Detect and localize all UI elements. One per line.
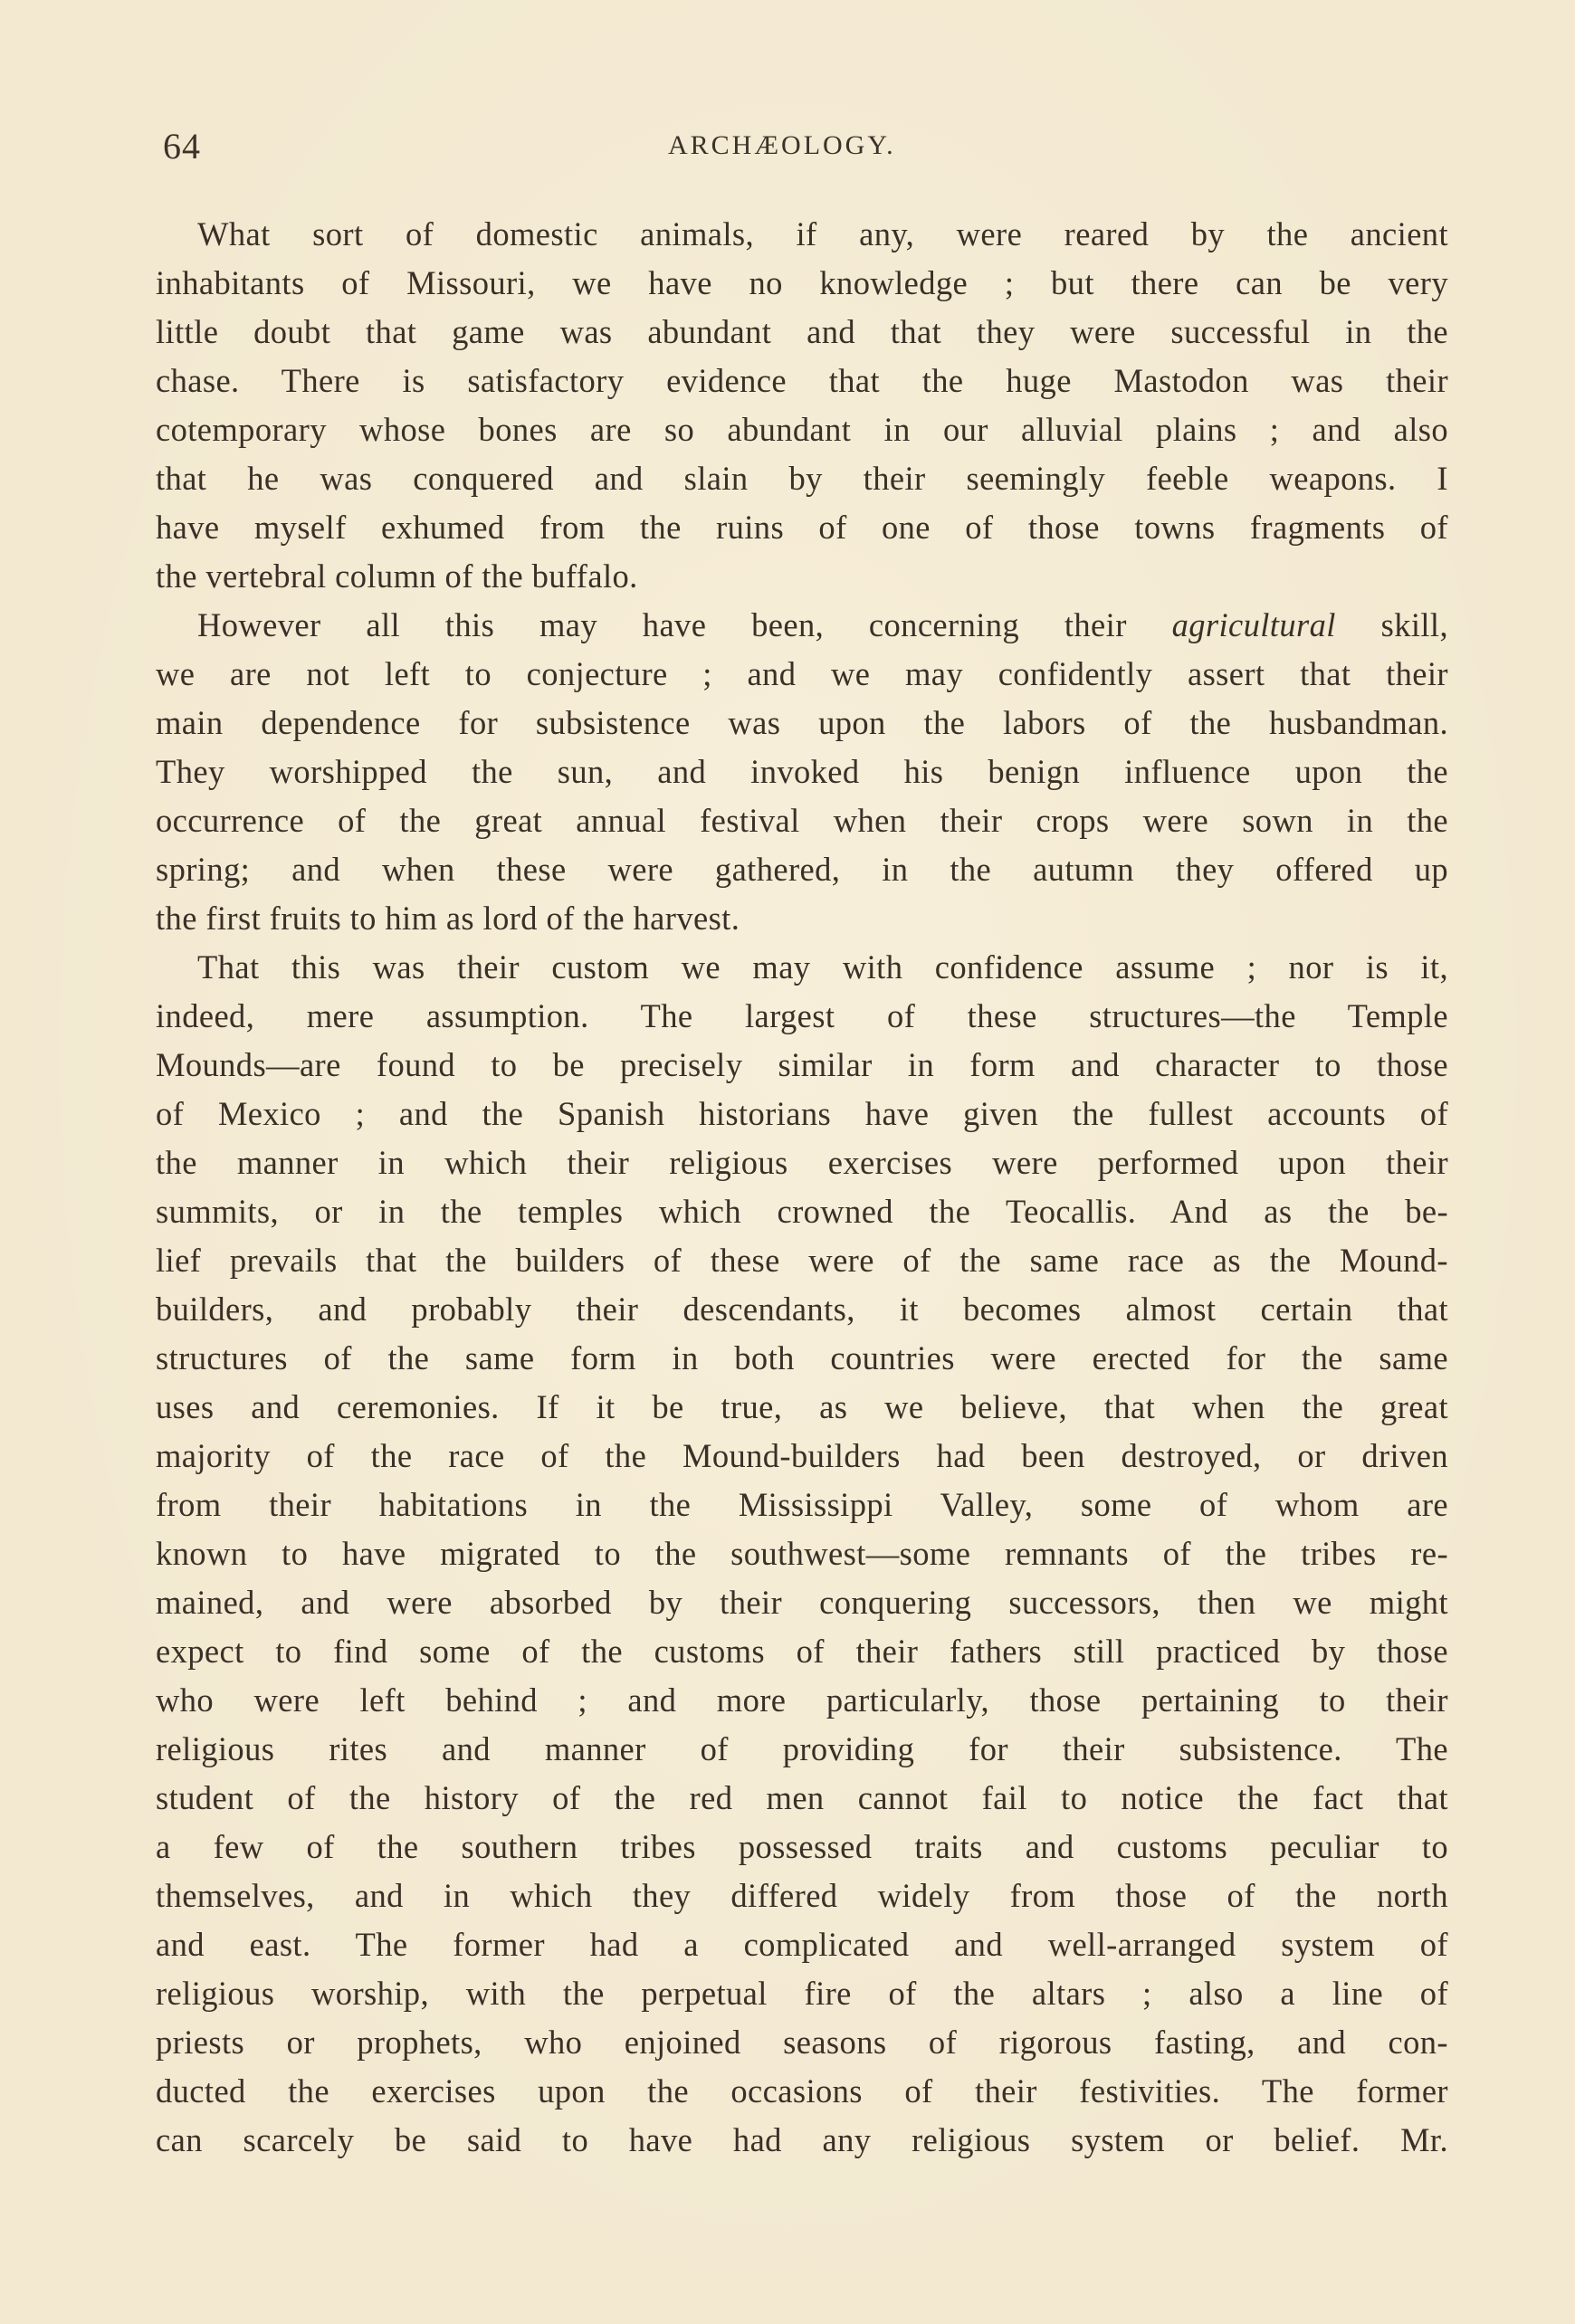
line-text: However all this may have been, concerning their	[197, 606, 1127, 643]
text-line: Mounds—are found to be precisely similar in form and character to those	[156, 1046, 1448, 1083]
text-line: known to have migrated to the southwest—some remnants of the tribes re-	[156, 1535, 1448, 1572]
page-header	[152, 125, 1456, 170]
italic-word: agricultural	[1171, 606, 1336, 643]
text-line: priests or prophets, who enjoined seasons of rigorous fasting, and con-	[156, 2024, 1448, 2061]
text-line: structures of the same form in both countries were erected for the same	[156, 1339, 1448, 1376]
text-line: can scarcely be said to have had any religious system or belief. Mr.	[156, 2121, 1448, 2158]
text-line: main dependence for subsistence was upon the labors of the husbandman.	[156, 704, 1448, 741]
body-text	[156, 210, 1448, 2219]
text-line: have myself exhumed from the ruins of one of those towns fragments of	[156, 509, 1448, 546]
text-line: student of the history of the red men cannot fail to notice the fact that	[156, 1779, 1448, 1816]
page-number: 64	[163, 126, 201, 167]
text-line: cotemporary whose bones are so abundant in our alluvial plains ; and also	[156, 411, 1448, 448]
text-line: That this was their custom we may with confidence assume ; nor is it,	[197, 948, 1448, 986]
text-line: little doubt that game was abundant and that they were successful in the	[156, 313, 1448, 350]
running-title: ARCHÆOLOGY.	[668, 130, 896, 160]
line-text: skill,	[1380, 606, 1448, 643]
text-line: a few of the southern tribes possessed traits and customs peculiar to	[156, 1828, 1448, 1865]
text-line: occurrence of the great annual festival when their crops were sown in the	[156, 802, 1448, 839]
text-line: who were left behind ; and more particularly, those pertaining to their	[156, 1681, 1448, 1719]
text-line: that he was conquered and slain by their seemingly feeble weapons. I	[156, 460, 1448, 497]
text-line: and east. The former had a complicated and well-arranged system of	[156, 1926, 1448, 1963]
text-line: mained, and were absorbed by their conquering successors, then we might	[156, 1584, 1448, 1621]
text-line: inhabitants of Missouri, we have no knowledge ; but there can be very	[156, 264, 1448, 301]
text-line: expect to find some of the customs of their fathers still practiced by those	[156, 1633, 1448, 1670]
text-line: religious rites and manner of providing for their subsistence. The	[156, 1730, 1448, 1767]
text-line: of Mexico ; and the Spanish historians have given the fullest accounts of	[156, 1095, 1448, 1132]
text-line: lief prevails that the builders of these were of the same race as the Mound-	[156, 1242, 1448, 1279]
text-line: They worshipped the sun, and invoked his benign influence upon the	[156, 753, 1448, 790]
text-line: summits, or in the temples which crowned the Teocallis. And as the be-	[156, 1193, 1448, 1230]
text-line: chase. There is satisfactory evidence that the huge Mastodon was their	[156, 362, 1448, 399]
text-line: builders, and probably their descendants, it becomes almost certain that	[156, 1291, 1448, 1328]
text-line: from their habitations in the Mississippi Valley, some of whom are	[156, 1486, 1448, 1523]
text-line: spring; and when these were gathered, in the autumn they offered up	[156, 851, 1448, 888]
text-line: What sort of domestic animals, if any, were reared by the ancient	[197, 215, 1448, 252]
text-line: religious worship, with the perpetual fire of the altars ; also a line of	[156, 1975, 1448, 2012]
text-line: the first fruits to him as lord of the harvest.	[156, 900, 740, 937]
text-line: themselves, and in which they differed widely from those of the north	[156, 1877, 1448, 1914]
text-line: the manner in which their religious exercises were performed upon their	[156, 1144, 1448, 1181]
text-line: we are not left to conjecture ; and we may confidently assert that their	[156, 655, 1448, 692]
text-line: indeed, mere assumption. The largest of these structures—the Temple	[156, 997, 1448, 1034]
text-line: majority of the race of the Mound-builders had been destroyed, or driven	[156, 1437, 1448, 1474]
text-line: uses and ceremonies. If it be true, as we believe, that when the great	[156, 1388, 1448, 1425]
text-line	[197, 601, 1448, 650]
text-line: the vertebral column of the buffalo.	[156, 557, 638, 595]
text-line: ducted the exercises upon the occasions of their festivities. The former	[156, 2072, 1448, 2110]
